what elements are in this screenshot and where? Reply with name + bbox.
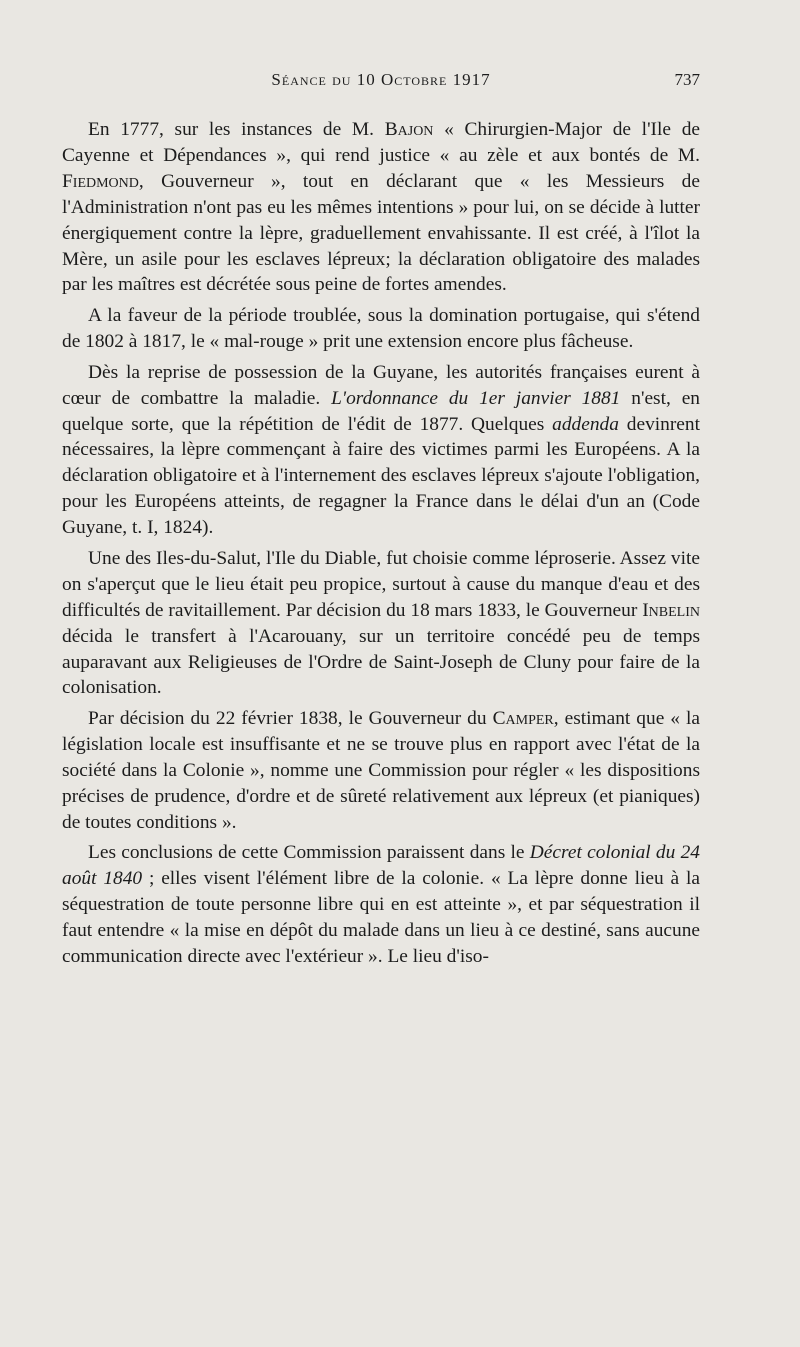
text-run: ; elles visent l'élément libre de la colonie. « La lèpre donne lieu à la séquestration de toute personne libre qui en est atteinte », et par séquestration il faut entendre « la mise en dépôt du malade dans un lieu à ce destiné, sans aucune communication directe avec l'extérieur ». Le lieu d'iso- [62, 868, 701, 968]
text-run: « Chirurgien-Major de l'Ile de Cayenne et Dépendances », qui rend justice « au zèle et aux bontés de M. [62, 119, 701, 166]
paragraph [62, 840, 700, 970]
text-run: Les conclusions de cette Commission paraissent dans le [88, 842, 530, 864]
text-run: En 1777, sur les instances de M. [88, 119, 385, 140]
italic-text: addenda [552, 413, 619, 435]
paragraph [62, 117, 700, 298]
person-name: Inbelin [642, 599, 700, 621]
text-run: n'est, en quelque sorte, que la répétition de l'édit de 1877. Quelques [62, 387, 700, 435]
running-head: Séance du 10 Octobre 1917 [271, 70, 491, 89]
text-run: Par décision du 22 février 1838, le Gouverneur du [88, 708, 493, 730]
paragraph [62, 546, 700, 701]
text-run: décida le transfert à l'Acarouany, sur un territoire concédé peu de temps auparavant aux Religieuses de l'Ordre de Saint-Joseph de Cluny pour faire de la colonisation. [62, 625, 700, 699]
text-run: devinrent nécessaires, la lèpre commençant à faire des victimes parmi les Européens. A la déclaration obligatoire et à l'internement des esclaves lépreux s'ajoute l'obligation, pour les Européens atteints, de regagner la France dans le délai d'un an (Code Guyane, t. I, 1824). [62, 413, 700, 539]
page-header [62, 70, 700, 100]
text-run: Dès la reprise de possession de la Guyane, les autorités françaises eurent à cœur de combattre la maladie. [62, 361, 700, 409]
text-run: , Gouverneur », tout en déclarant que « les Messieurs de l'Administration n'ont pas eu les mêmes intentions » pour lui, on se décide à lutter énergiquement contre la lèpre, graduellement envahissante. Il est créé, à l'îlot la Mère, un asile pour les esclaves lépreux; la déclaration obligatoire des malades par les maîtres est décrétée sous peine de fortes amendes. [62, 170, 700, 296]
text-run: Une des Iles-du-Salut, l'Ile du Diable, fut choisie comme léproserie. Assez vite on s'aperçut que le lieu était peu propice, surtout à cause du manque d'eau et des difficultés de ravitaillement. Par décision du 18 mars 1833, le Gouverneur [62, 547, 700, 621]
body-text [62, 117, 700, 970]
person-name: Bajon [384, 119, 434, 140]
italic-text: L'ordonnance du 1er janvier 1881 [331, 387, 621, 409]
page-number: 737 [674, 70, 700, 89]
paragraph [62, 706, 700, 836]
text-run: , estimant que « la législation locale est insuffisante et ne se trouve plus en rapport avec l'état de la société dans la Colonie », nomme une Commission pour régler « les dispositions précises de prudence, d'ordre et de sûreté relativement aux lépreux (et pianiques) de toutes conditions ». [62, 708, 700, 833]
italic-text: Décret colonial du 24 août 1840 [62, 842, 700, 890]
paragraph [62, 360, 700, 541]
person-name: Fiedmond [62, 170, 139, 192]
paragraph [62, 303, 700, 355]
person-name: Camper [492, 708, 554, 730]
text-run: A la faveur de la période troublée, sous la domination portugaise, qui s'étend de 1802 à 1817, le « mal-rouge » prit une extension encore plus fâcheuse. [62, 305, 700, 353]
